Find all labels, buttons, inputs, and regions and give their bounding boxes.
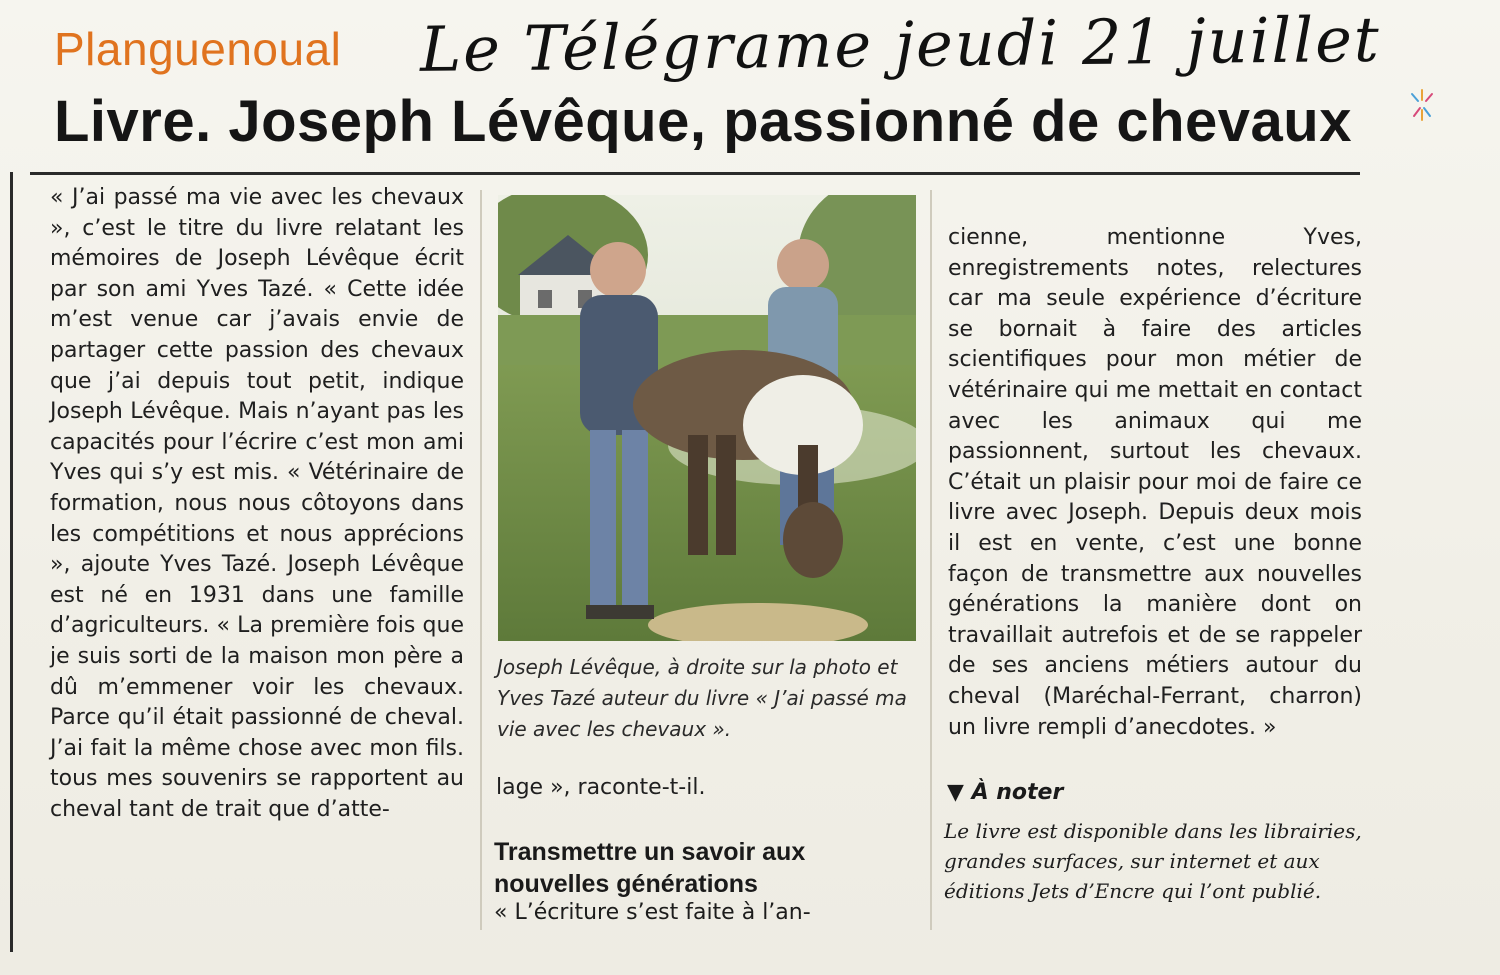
article-subhead: Transmettre un savoir aux nouvelles générations [494, 838, 806, 898]
location-kicker: Planguenoual [54, 23, 342, 75]
note-body: Le livre est disponible dans les librairies, grandes surfaces, sur internet et aux éditions Jets d’Encre qui l’ont publié. [944, 819, 1362, 903]
note-heading: ▼ À noter [947, 780, 1064, 805]
article-column-right: cienne, mentionne Yves, enregistrements notes, relectures car ma seule expérience d’écriture se bornait à faire des articles scientifiques pour mon métier de vétérinaire qui me mettait en contact avec les animaux qui me passionnent, surtout les chevaux. C’était un plaisir pour moi de faire ce livre avec Joseph. Depuis deux mois il est en vente, c’est une bonne façon de transmettre aux nouvelles générations la manière dont on travaillait autrefois et de se rappeler de ses anciens métiers autour du cheval (Maréchal-Ferrant, charron) un livre rempli d’anecdotes. » [948, 225, 1362, 740]
top-rule [30, 172, 1360, 175]
handwritten-note: Le Télégrame jeudi 21 juillet [419, 2, 1382, 86]
sparkle-icon [1404, 86, 1440, 126]
article-headline: Livre. Joseph Lévêque, passionné de chevaux [54, 89, 1352, 154]
photo-caption: Joseph Lévêque, à droite sur la photo et Yves Tazé auteur du livre « J’ai passé ma vie avec les chevaux ». [497, 655, 907, 741]
photo-illustration [498, 195, 916, 641]
article-continuation: lage », raconte-t-il. [496, 775, 706, 800]
article-column-left: « J’ai passé ma vie avec les chevaux », c’est le titre du livre relatant les mémoires de Joseph Lévêque écrit par son ami Yves Tazé. « Cette idée m’est venue car j’avais envie de partager cette passion des chevaux que j’ai depuis tout petit, indique Joseph Lévêque. Mais n’ayant pas les capacités pour l’écrire c’est mon ami Yves qui s’y est mis. « Vétérinaire de formation, nous nous côtoyons dans les compétitions et nous apprécions », ajoute Yves Tazé. Joseph Lévêque est né en 1931 dans une famille d’agriculteurs. « La première fois que je suis sorti de la maison mon père a dû m’emmener voir les chevaux. Parce qu’il était passionné de cheval. J’ai fait la même chose avec mon fils. tous mes souvenirs se rapportent au cheval tant de trait que d’atte- [50, 185, 464, 822]
article-photo [498, 195, 916, 641]
column-divider [480, 190, 482, 930]
article-middle-end: « L’écriture s’est faite à l’an- [494, 900, 811, 925]
column-divider [930, 190, 932, 930]
left-rule [10, 172, 13, 952]
